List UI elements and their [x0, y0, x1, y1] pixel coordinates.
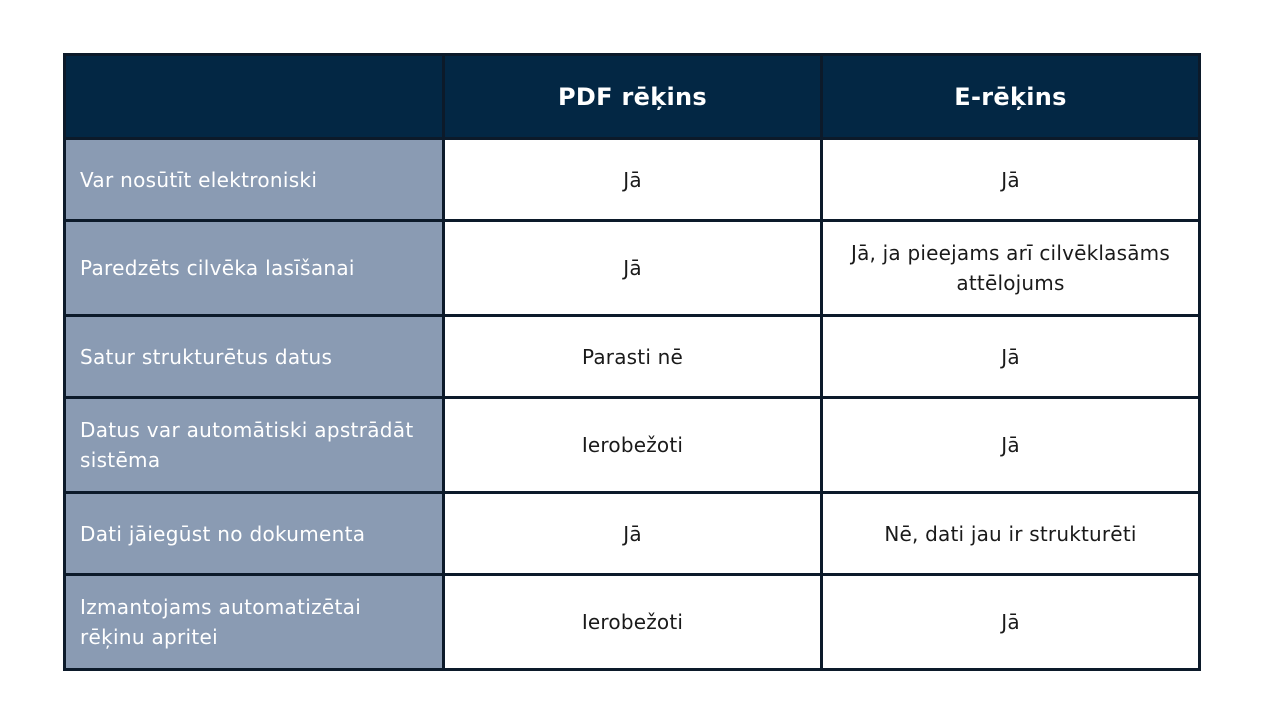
pdf-value: Jā [444, 139, 822, 221]
pdf-value: Parasti nē [444, 316, 822, 398]
e-invoice-value: Jā, ja pieejams arī cilvēklasāms attēlojums [822, 221, 1200, 316]
table-row [65, 316, 1200, 398]
row-label: Datus var automātiski apstrādāt sistēma [65, 398, 444, 493]
e-invoice-value: Nē, dati jau ir strukturēti [822, 493, 1200, 575]
e-invoice-value: Jā [822, 398, 1200, 493]
row-label: Izmantojams automatizētai rēķinu apritei [65, 575, 444, 670]
header-e-invoice: E-rēķins [822, 55, 1200, 139]
pdf-value: Ierobežoti [444, 398, 822, 493]
table-row [65, 493, 1200, 575]
comparison-table [63, 53, 1201, 671]
row-label: Var nosūtīt elektroniski [65, 139, 444, 221]
header-pdf-invoice: PDF rēķins [444, 55, 822, 139]
pdf-value: Jā [444, 221, 822, 316]
row-label: Paredzēts cilvēka lasīšanai [65, 221, 444, 316]
row-label: Satur strukturētus datus [65, 316, 444, 398]
e-invoice-value: Jā [822, 316, 1200, 398]
pdf-value: Ierobežoti [444, 575, 822, 670]
row-label: Dati jāiegūst no dokumenta [65, 493, 444, 575]
table-row [65, 575, 1200, 670]
header-blank-cell [65, 55, 444, 139]
e-invoice-value: Jā [822, 139, 1200, 221]
table-row [65, 221, 1200, 316]
e-invoice-value: Jā [822, 575, 1200, 670]
table-header-row [65, 55, 1200, 139]
table-row [65, 139, 1200, 221]
pdf-value: Jā [444, 493, 822, 575]
table-row [65, 398, 1200, 493]
